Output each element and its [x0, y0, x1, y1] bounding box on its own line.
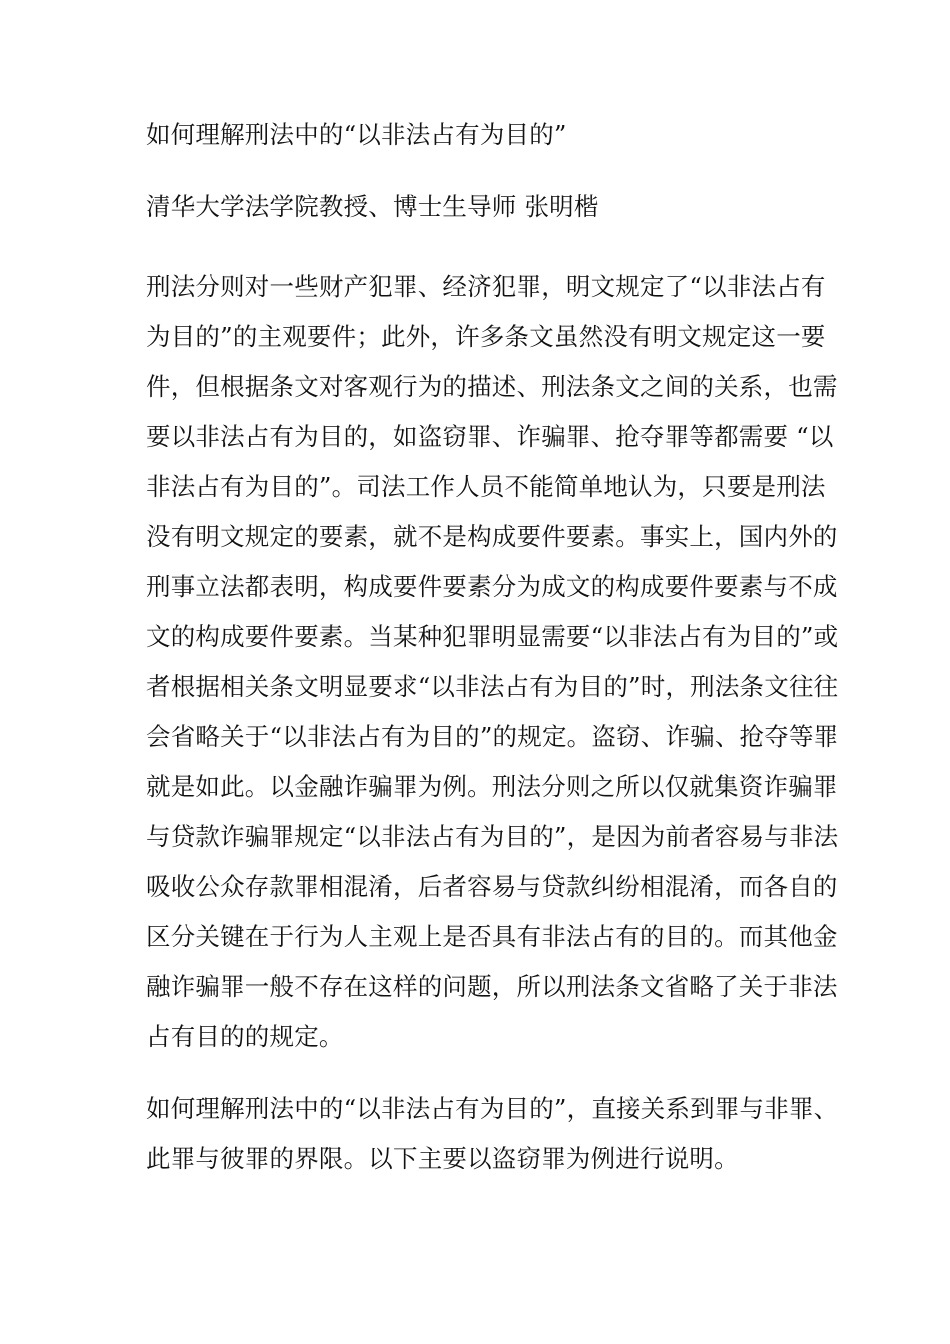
document-page	[146, 110, 839, 1206]
paragraph-line: 要以非法占有为目的，如盗窃罪、诈骗罪、抢夺罪等都需要 “以	[146, 422, 834, 451]
paragraph-line: 融诈骗罪一般不存在这样的问题，所以刑法条文省略了关于非法	[146, 972, 838, 1001]
paragraph-line: 就是如此。以金融诈骗罪为例。刑法分则之所以仅就集资诈骗罪	[146, 772, 838, 801]
paragraph-line: 没有明文规定的要素，就不是构成要件要素。事实上，国内外的	[146, 522, 838, 551]
paragraph-2	[146, 1084, 839, 1184]
author-line: 清华大学法学院教授、博士生导师 张明楷	[146, 192, 599, 221]
paragraph-line: 会省略关于“以非法占有为目的”的规定。盗窃、诈骗、抢夺等罪	[146, 722, 839, 751]
paragraph-line: 刑法分则对一些财产犯罪、经济犯罪，明文规定了“以非法占有	[146, 272, 826, 301]
paragraph-line: 区分关键在于行为人主观上是否具有非法占有的目的。而其他金	[146, 922, 838, 951]
paragraph-line: 此罪与彼罪的界限。以下主要以盗窃罪为例进行说明。	[146, 1144, 739, 1173]
paragraph-line: 吸收公众存款罪相混淆，后者容易与贷款纠纷相混淆，而各自的	[146, 872, 838, 901]
paragraph-line: 与贷款诈骗罪规定“以非法占有为目的”，是因为前者容易与非法	[146, 822, 839, 851]
paragraph-line: 者根据相关条文明显要求“以非法占有为目的”时，刑法条文往往	[146, 672, 839, 701]
paragraph-line: 刑事立法都表明，构成要件要素分为成文的构成要件要素与不成	[146, 572, 838, 601]
paragraph-1	[146, 262, 839, 1062]
paragraph-line: 为目的”的主观要件；此外，许多条文虽然没有明文规定这一要	[146, 322, 826, 351]
paragraph-line: 占有目的的规定。	[146, 1022, 344, 1051]
paragraph-line: 非法占有为目的”。司法工作人员不能简单地认为，只要是刑法	[146, 472, 826, 501]
paragraph-line: 件，但根据条文对客观行为的描述、刑法条文之间的关系，也需	[146, 372, 838, 401]
paragraph-line: 文的构成要件要素。当某种犯罪明显需要“以非法占有为目的”或	[146, 622, 839, 651]
document-title: 如何理解刑法中的“以非法占有为目的”	[146, 120, 567, 149]
paragraph-line: 如何理解刑法中的“以非法占有为目的”，直接关系到罪与非罪、	[146, 1094, 839, 1123]
